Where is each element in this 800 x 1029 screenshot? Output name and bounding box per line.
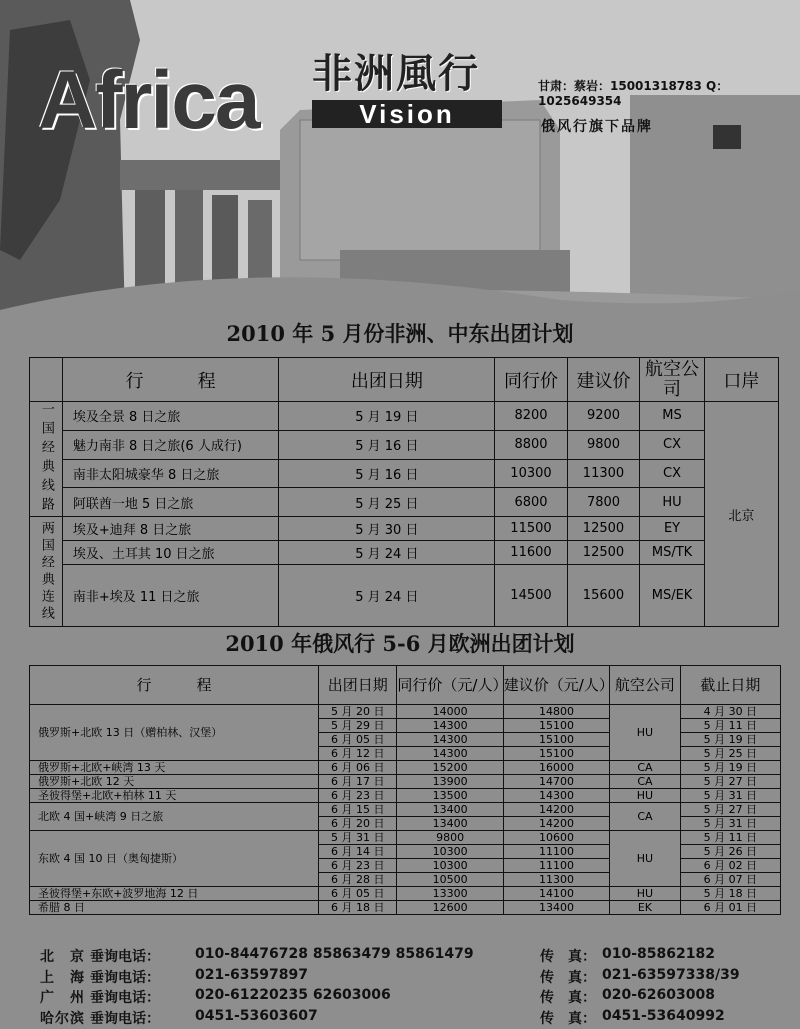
europe-schedule-table xyxy=(29,665,781,915)
tour-route: 北欧 4 国+峡湾 9 日之旅 xyxy=(30,803,319,831)
departure-date: 5 月 24 日 xyxy=(279,565,495,627)
tour-route: 俄罗斯+北欧 12 天 xyxy=(30,775,319,789)
tour-row xyxy=(30,705,781,719)
retail-price: 11100 xyxy=(503,845,609,859)
deadline-date: 6 月 07 日 xyxy=(680,873,780,887)
tour-route: 俄罗斯+北欧 13 日（赠柏林、汉堡） xyxy=(30,705,319,761)
trade-price: 14000 xyxy=(397,705,503,719)
group-label-two-country: 两国经典连线 xyxy=(30,517,63,627)
trade-price: 10300 xyxy=(495,459,568,488)
departure-date: 5 月 29 日 xyxy=(318,719,396,733)
retail-price: 10600 xyxy=(503,831,609,845)
header-deadline: 截止日期 xyxy=(680,666,780,705)
tour-route: 东欧 4 国 10 日（奥匈捷斯） xyxy=(30,831,319,887)
retail-price: 16000 xyxy=(503,761,609,775)
header-airline: 航空公司 xyxy=(640,358,705,402)
departure-date: 5 月 16 日 xyxy=(279,430,495,459)
fax-label: 传 真： xyxy=(540,1010,596,1027)
tour-route: 希腊 8 日 xyxy=(30,901,319,915)
trade-price: 6800 xyxy=(495,488,568,517)
tour-route: 魅力南非 8 日之旅(6 人成行) xyxy=(62,430,279,459)
tour-row xyxy=(30,761,781,775)
tour-row xyxy=(30,541,779,565)
trade-price: 8200 xyxy=(495,402,568,431)
airline: EY xyxy=(640,517,705,541)
tour-row xyxy=(30,565,779,627)
trade-price: 10300 xyxy=(397,859,503,873)
deadline-date: 5 月 31 日 xyxy=(680,817,780,831)
deadline-date: 5 月 31 日 xyxy=(680,789,780,803)
airline: CA xyxy=(610,803,681,831)
tour-row xyxy=(30,488,779,517)
contact-footer xyxy=(40,946,780,1028)
deadline-date: 5 月 26 日 xyxy=(680,845,780,859)
contact-row xyxy=(40,946,780,967)
phone-label: 垂询电话： xyxy=(90,969,160,986)
deadline-date: 4 月 30 日 xyxy=(680,705,780,719)
tour-row xyxy=(30,901,781,915)
trade-price: 13400 xyxy=(397,817,503,831)
deadline-date: 5 月 19 日 xyxy=(680,761,780,775)
trade-price: 14300 xyxy=(397,719,503,733)
departure-date: 6 月 05 日 xyxy=(318,887,396,901)
header-date: 出团日期 xyxy=(318,666,396,705)
retail-price: 15100 xyxy=(503,747,609,761)
phone-numbers: 021-63597897 xyxy=(195,966,308,983)
contact-row xyxy=(40,1008,780,1029)
departure-date: 5 月 16 日 xyxy=(279,459,495,488)
tour-row xyxy=(30,775,781,789)
phone-numbers: 020-61220235 62603006 xyxy=(195,987,391,1003)
trade-price: 11500 xyxy=(495,517,568,541)
departure-date: 5 月 30 日 xyxy=(279,517,495,541)
tour-route: 埃及、土耳其 10 日之旅 xyxy=(62,541,279,565)
retail-price: 15100 xyxy=(503,719,609,733)
deadline-date: 5 月 18 日 xyxy=(680,887,780,901)
trade-price: 10500 xyxy=(397,873,503,887)
tour-row xyxy=(30,402,779,431)
tour-route: 阿联酋一地 5 日之旅 xyxy=(62,488,279,517)
tour-row xyxy=(30,887,781,901)
fax-label: 传 真： xyxy=(540,949,596,965)
fax-label: 传 真： xyxy=(540,990,596,1006)
retail-price: 15100 xyxy=(503,733,609,747)
logo-africa: Africa xyxy=(38,55,259,146)
trade-price: 10300 xyxy=(397,845,503,859)
phone-label: 垂询电话： xyxy=(90,949,160,965)
airline: CX xyxy=(640,459,705,488)
deadline-date: 5 月 19 日 xyxy=(680,733,780,747)
temple-photo xyxy=(0,0,800,310)
city-name: 广州 xyxy=(40,990,84,1006)
departure-date: 6 月 05 日 xyxy=(318,733,396,747)
departure-date: 5 月 19 日 xyxy=(279,402,495,431)
fax-label: 传 真： xyxy=(540,969,596,986)
retail-price: 14800 xyxy=(503,705,609,719)
trade-price: 14500 xyxy=(495,565,568,627)
retail-price: 7800 xyxy=(567,488,640,517)
fax-number: 021-63597338/39 xyxy=(602,966,740,983)
departure-date: 5 月 25 日 xyxy=(279,488,495,517)
retail-price: 11300 xyxy=(567,459,640,488)
retail-price: 12500 xyxy=(567,541,640,565)
tour-row xyxy=(30,517,779,541)
retail-price: 9800 xyxy=(567,430,640,459)
tour-route: 俄罗斯+北欧+峡湾 13 天 xyxy=(30,761,319,775)
departure-date: 6 月 14 日 xyxy=(318,845,396,859)
departure-date: 5 月 24 日 xyxy=(279,541,495,565)
header-trade-price: 同行价 xyxy=(495,358,568,402)
tour-route: 埃及全景 8 日之旅 xyxy=(62,402,279,431)
trade-price: 13500 xyxy=(397,789,503,803)
trade-price: 11600 xyxy=(495,541,568,565)
departure-date: 6 月 20 日 xyxy=(318,817,396,831)
city-name: 上海 xyxy=(40,969,84,986)
trade-price: 13900 xyxy=(397,775,503,789)
retail-price: 14200 xyxy=(503,817,609,831)
city-name: 北京 xyxy=(40,949,84,965)
tour-row xyxy=(30,789,781,803)
retail-price: 11300 xyxy=(503,873,609,887)
tour-route: 圣彼得堡+北欧+柏林 11 天 xyxy=(30,789,319,803)
retail-price: 14300 xyxy=(503,789,609,803)
trade-price: 12600 xyxy=(397,901,503,915)
city-name: 哈尔滨 xyxy=(40,1010,84,1027)
header-date: 出团日期 xyxy=(279,358,495,402)
airline: MS xyxy=(640,402,705,431)
logo-vision: Vision xyxy=(312,100,502,128)
deadline-date: 6 月 02 日 xyxy=(680,859,780,873)
trade-price: 14300 xyxy=(397,733,503,747)
phone-label: 垂询电话： xyxy=(90,990,160,1006)
contact-row xyxy=(40,987,780,1008)
tour-row xyxy=(30,459,779,488)
retail-price: 12500 xyxy=(567,517,640,541)
airline: HU xyxy=(610,705,681,761)
departure-port: 北京 xyxy=(704,402,778,627)
tour-row xyxy=(30,430,779,459)
header-route: 行 程 xyxy=(62,358,279,402)
trade-price: 13300 xyxy=(397,887,503,901)
africa-schedule-table xyxy=(29,357,779,627)
airline: HU xyxy=(640,488,705,517)
contact-info: 甘肃：蔡岩：15001318783 Q：1025649354 xyxy=(538,79,729,108)
phone-numbers: 0451-53603607 xyxy=(195,1007,318,1024)
deadline-date: 5 月 11 日 xyxy=(680,719,780,733)
deadline-date: 6 月 01 日 xyxy=(680,901,780,915)
tour-route: 圣彼得堡+东欧+波罗地海 12 日 xyxy=(30,887,319,901)
retail-price: 14700 xyxy=(503,775,609,789)
tour-route: 埃及+迪拜 8 日之旅 xyxy=(62,517,279,541)
airline: HU xyxy=(610,887,681,901)
header-retail-price: 建议价 xyxy=(567,358,640,402)
retail-price: 11100 xyxy=(503,859,609,873)
departure-date: 6 月 06 日 xyxy=(318,761,396,775)
retail-price: 9200 xyxy=(567,402,640,431)
trade-price: 9800 xyxy=(397,831,503,845)
deadline-date: 5 月 27 日 xyxy=(680,803,780,817)
retail-price: 15600 xyxy=(567,565,640,627)
departure-date: 6 月 23 日 xyxy=(318,789,396,803)
group-label-one-country: 一国经典线路 xyxy=(30,402,63,517)
trade-price: 14300 xyxy=(397,747,503,761)
departure-date: 5 月 20 日 xyxy=(318,705,396,719)
tour-row xyxy=(30,803,781,817)
fax-number: 010-85862182 xyxy=(602,946,715,962)
departure-date: 5 月 31 日 xyxy=(318,831,396,845)
deadline-date: 5 月 25 日 xyxy=(680,747,780,761)
tour-route: 南非+埃及 11 日之旅 xyxy=(62,565,279,627)
header-route: 行 程 xyxy=(30,666,319,705)
retail-price: 13400 xyxy=(503,901,609,915)
phone-label: 垂询电话： xyxy=(90,1010,160,1027)
deadline-date: 5 月 11 日 xyxy=(680,831,780,845)
contact-row xyxy=(40,967,780,988)
header-port: 口岸 xyxy=(704,358,778,402)
header-retail-price: 建议价（元/人） xyxy=(503,666,609,705)
phone-numbers: 010-84476728 85863479 85861479 xyxy=(195,946,474,962)
logo-chinese: 非洲風行 xyxy=(312,50,480,97)
fax-number: 020-62603008 xyxy=(602,987,715,1003)
header-airline: 航空公司 xyxy=(610,666,681,705)
airline: MS/TK xyxy=(640,541,705,565)
airline: HU xyxy=(610,789,681,803)
trade-price: 13400 xyxy=(397,803,503,817)
departure-date: 6 月 28 日 xyxy=(318,873,396,887)
airline: CX xyxy=(640,430,705,459)
group1-label-top xyxy=(30,358,63,402)
departure-date: 6 月 17 日 xyxy=(318,775,396,789)
airline: HU xyxy=(610,831,681,887)
retail-price: 14100 xyxy=(503,887,609,901)
departure-date: 6 月 15 日 xyxy=(318,803,396,817)
trade-price: 8800 xyxy=(495,430,568,459)
departure-date: 6 月 23 日 xyxy=(318,859,396,873)
trade-price: 15200 xyxy=(397,761,503,775)
departure-date: 6 月 12 日 xyxy=(318,747,396,761)
departure-date: 6 月 18 日 xyxy=(318,901,396,915)
tour-route: 南非太阳城豪华 8 日之旅 xyxy=(62,459,279,488)
header-trade-price: 同行价（元/人） xyxy=(397,666,503,705)
fax-number: 0451-53640992 xyxy=(602,1007,725,1024)
airline: EK xyxy=(610,901,681,915)
airline: CA xyxy=(610,775,681,789)
airline: CA xyxy=(610,761,681,775)
brand-slogan: 俄风行旗下品牌 xyxy=(541,119,653,135)
tour-row xyxy=(30,831,781,845)
section1-title: 2010 年 5 月份非洲、中东出团计划 xyxy=(226,321,574,346)
airline: MS/EK xyxy=(640,565,705,627)
header-banner xyxy=(0,0,800,310)
retail-price: 14200 xyxy=(503,803,609,817)
section2-title: 2010 年俄风行 5-6 月欧洲出团计划 xyxy=(225,631,575,656)
deadline-date: 5 月 27 日 xyxy=(680,775,780,789)
